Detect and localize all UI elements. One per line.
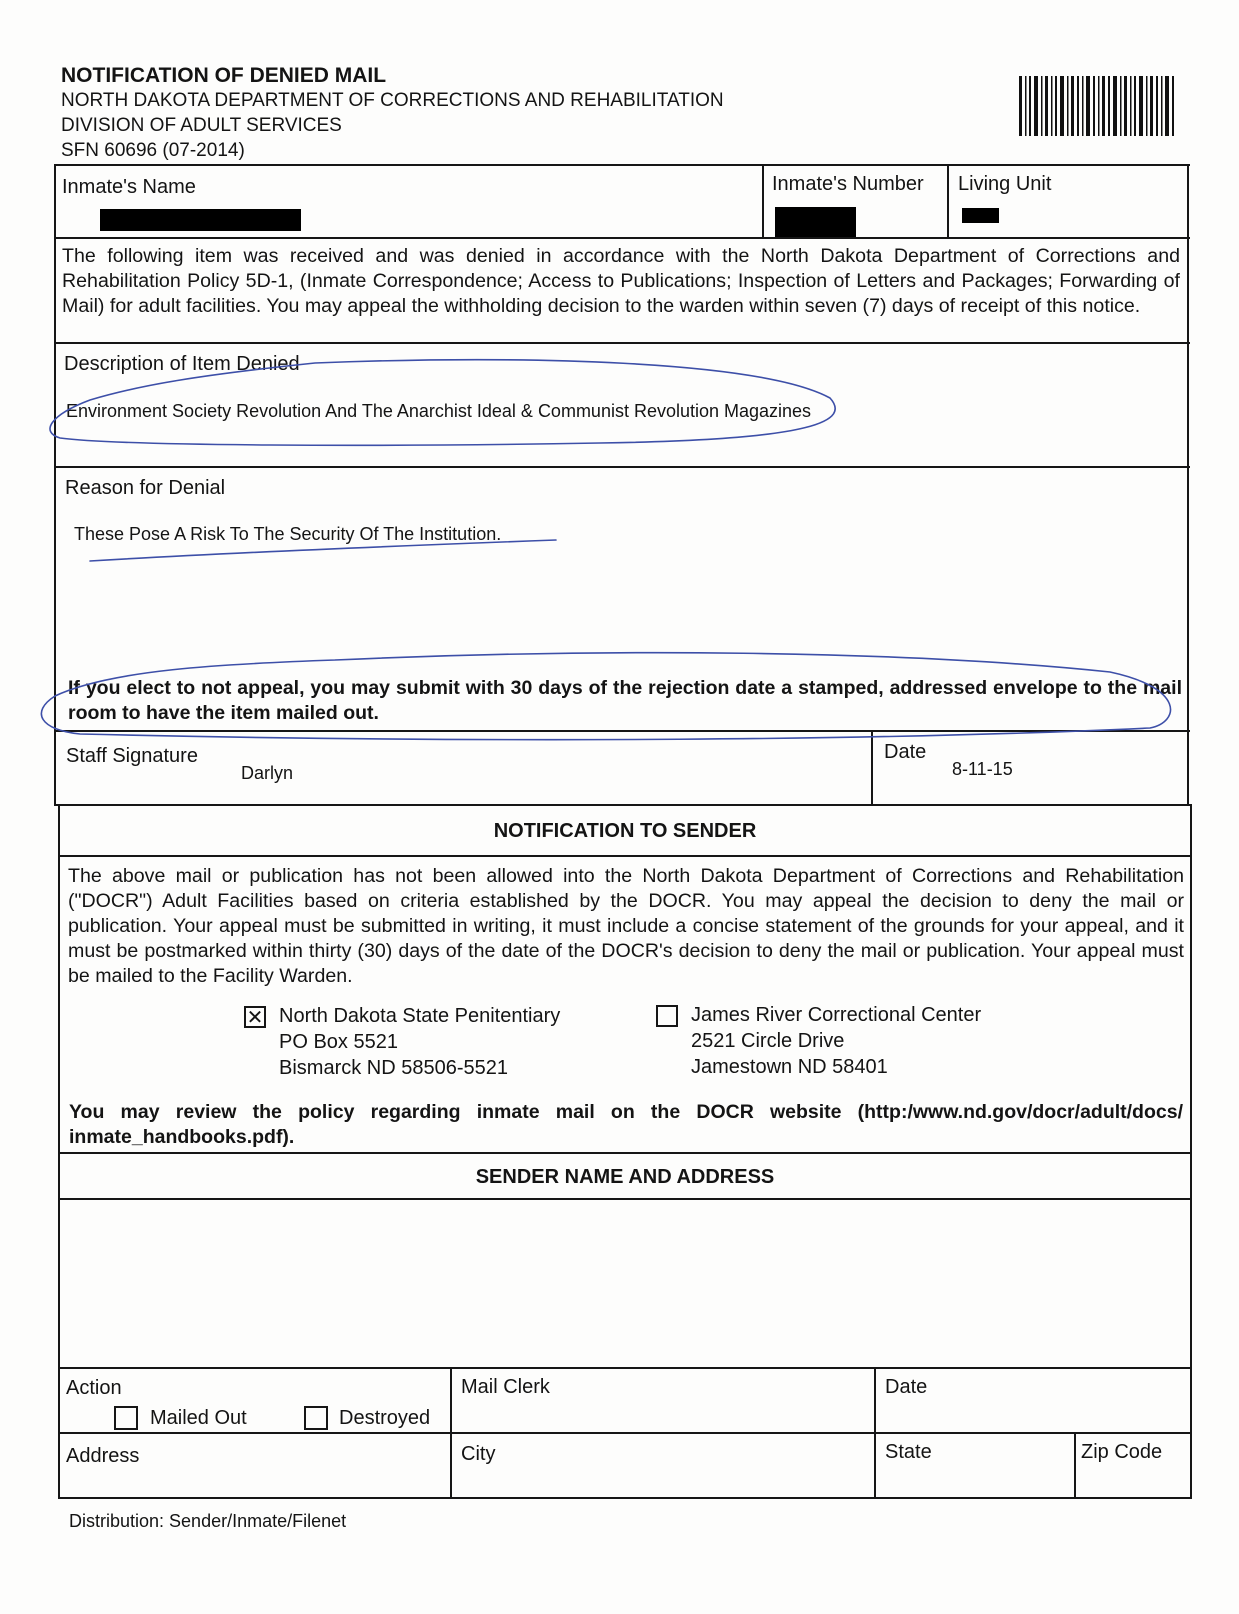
sender-address-heading: SENDER NAME AND ADDRESS — [475, 1166, 775, 1188]
facility-name: James River Correctional Center — [691, 1004, 982, 1026]
facility-city: Jamestown ND 58401 — [691, 1056, 888, 1078]
facility-address-jrcc — [691, 1002, 981, 1080]
living-unit-label: Living Unit — [958, 173, 1052, 195]
staff-date-value: 8-11-15 — [952, 759, 1013, 779]
form-title: NOTIFICATION OF DENIED MAIL — [61, 64, 387, 87]
action-date-label: Date — [885, 1376, 928, 1398]
item-denied-label: Description of Item Denied — [64, 353, 300, 375]
inmate-number-redaction — [775, 207, 856, 237]
denial-reason-value: These Pose A Risk To The Security Of The Institution. — [74, 524, 502, 544]
barcode — [1018, 76, 1176, 138]
facility-address-ndsp — [279, 1003, 560, 1081]
inmate-name-label: Inmate's Name — [62, 176, 196, 198]
policy-website-note: You may review the policy regarding inmate mail on the DOCR website (http:/www.nd.gov/docr/adult/docs/ inmate_handbooks.pdf). — [69, 1101, 1183, 1148]
division-name: DIVISION OF ADULT SERVICES — [61, 115, 342, 136]
denial-reason-label: Reason for Denial — [65, 477, 226, 499]
mailed-out-checkbox[interactable] — [114, 1406, 138, 1430]
city-label: City — [461, 1443, 496, 1465]
mailed-out-label: Mailed Out — [150, 1407, 247, 1429]
sender-address-field[interactable] — [60, 1200, 1188, 1365]
department-name: NORTH DAKOTA DEPARTMENT OF CORRECTIONS AND REHABILITATION — [61, 90, 724, 111]
form-number: SFN 60696 (07-2014) — [61, 140, 245, 161]
inmate-number-label: Inmate's Number — [772, 173, 924, 195]
facility-checkbox-ndsp[interactable]: ✕ — [244, 1006, 266, 1028]
address-label: Address — [66, 1445, 140, 1467]
zip-code-label: Zip Code — [1081, 1441, 1163, 1463]
facility-name: North Dakota State Penitentiary — [279, 1005, 561, 1027]
staff-signature-value: Darlyn — [241, 763, 294, 783]
item-denied-value: Environment Society Revolution And The Anarchist Ideal & Communist Revolution Magazines — [66, 401, 812, 421]
mail-clerk-label: Mail Clerk — [461, 1376, 550, 1398]
inmate-name-redaction — [100, 209, 301, 231]
no-appeal-note: If you elect to not appeal, you may submit with 30 days of the rejection date a stamped, addressed envelope to the mail room to have the item mailed out. — [68, 677, 1182, 724]
facility-city: Bismarck ND 58506-5521 — [279, 1057, 508, 1079]
notification-to-sender-heading: NOTIFICATION TO SENDER — [493, 820, 757, 842]
facility-street: PO Box 5521 — [279, 1031, 398, 1053]
staff-date-label: Date — [884, 741, 927, 763]
distribution-line: Distribution: Sender/Inmate/Filenet — [69, 1511, 347, 1531]
facility-checkbox-jrcc[interactable] — [656, 1005, 678, 1027]
sender-notice-text: The above mail or publication has not been allowed into the North Dakota Department of Corrections and Rehabilitation ("DOCR") Adult Facilities based on criteria established by the DOCR. You may appeal the decision to deny the mail or publication. Your appeal must be submitted in writing, it must include a concise statement of the grounds for your appeal, and it must be postmarked within thirty (30) days of the date of the DOCR's decision to deny the mail or publication. Your appeal must be mailed to the Facility Warden. — [68, 865, 1184, 987]
state-label: State — [885, 1441, 932, 1463]
destroyed-checkbox[interactable] — [304, 1406, 328, 1430]
facility-street: 2521 Circle Drive — [691, 1030, 845, 1052]
staff-signature-label: Staff Signature — [66, 745, 198, 767]
living-unit-redaction — [962, 208, 999, 223]
destroyed-label: Destroyed — [339, 1407, 431, 1429]
action-label: Action — [66, 1377, 122, 1399]
denial-notice-text: The following item was received and was denied in accordance with the North Dakota Department of Corrections and Rehabilitation Policy 5D-1, (Inmate Correspondence; Access to Publications; Inspection of Letters and Packages; Forwarding of Mail) for adult facilities. You may appeal the withholding decision to the warden within seven (7) days of receipt of this notice. — [62, 245, 1180, 317]
